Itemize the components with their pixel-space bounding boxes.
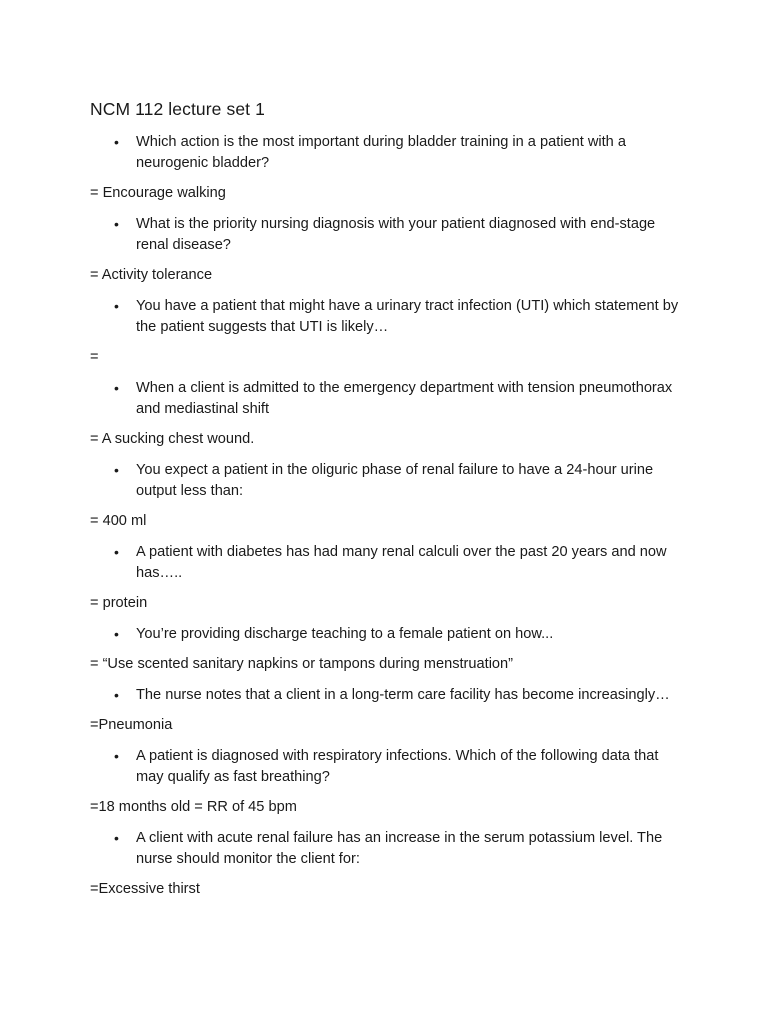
question-bullet (90, 132, 690, 174)
bullet-icon: • (114, 462, 119, 478)
question-bullet (90, 460, 690, 502)
answer-text: = Activity tolerance (90, 267, 213, 283)
bullet-icon: • (114, 687, 119, 703)
question-text: You expect a patient in the oliguric phase of renal failure to have a 24-hour urine output less than: (136, 462, 654, 499)
question-text: When a client is admitted to the emergency department with tension pneumothorax and mediastinal shift (136, 380, 673, 417)
bullet-icon: • (114, 216, 119, 232)
qa-item (90, 624, 690, 675)
bullet-icon: • (114, 830, 119, 846)
question-text: A patient with diabetes has had many renal calculi over the past 20 years and now has….. (136, 544, 667, 581)
document-title: NCM 112 lecture set 1 (90, 99, 265, 119)
qa-item (90, 132, 690, 204)
answer-text: = Encourage walking (90, 185, 226, 201)
document-page (90, 96, 690, 910)
question-bullet (90, 542, 690, 584)
question-text: What is the priority nursing diagnosis with your patient diagnosed with end-stage renal disease? (136, 216, 656, 253)
question-bullet (90, 378, 690, 420)
qa-item (90, 542, 690, 614)
bullet-icon: • (114, 298, 119, 314)
bullet-icon: • (114, 380, 119, 396)
bullet-icon: • (114, 134, 119, 150)
answer-text: = 400 ml (90, 513, 147, 529)
answer-text: = (90, 349, 99, 365)
answer-text: = protein (90, 595, 148, 611)
qa-item (90, 685, 690, 736)
qa-item (90, 378, 690, 450)
answer-text: = A sucking chest wound. (90, 431, 255, 447)
qa-item (90, 828, 690, 900)
answer-text: =18 months old = RR of 45 bpm (90, 799, 297, 815)
answer-text: =Excessive thirst (90, 881, 200, 897)
qa-item (90, 214, 690, 286)
question-text: A patient is diagnosed with respiratory infections. Which of the following data that may qualify as fast breathing? (136, 748, 659, 785)
question-bullet (90, 214, 690, 256)
answer-text: = “Use scented sanitary napkins or tampons during menstruation” (90, 656, 514, 672)
question-bullet (90, 746, 690, 788)
question-bullet (90, 296, 690, 338)
bullet-icon: • (114, 544, 119, 560)
question-text: You have a patient that might have a urinary tract infection (UTI) which statement by the patient suggests that UTI is likely… (136, 298, 679, 335)
question-text: The nurse notes that a client in a long-term care facility has become increasingly… (136, 687, 670, 703)
question-text: Which action is the most important during bladder training in a patient with a neurogenic bladder? (136, 134, 626, 171)
qa-item (90, 296, 690, 368)
answer-text: =Pneumonia (90, 717, 173, 733)
qa-item (90, 460, 690, 532)
bullet-icon: • (114, 748, 119, 764)
question-bullet (90, 624, 690, 645)
bullet-icon: • (114, 626, 119, 642)
qa-item (90, 746, 690, 818)
question-bullet (90, 685, 690, 706)
question-text: A client with acute renal failure has an increase in the serum potassium level. The nurse should monitor the client for: (136, 830, 663, 867)
question-bullet (90, 828, 690, 870)
question-text: You’re providing discharge teaching to a female patient on how... (136, 626, 554, 642)
